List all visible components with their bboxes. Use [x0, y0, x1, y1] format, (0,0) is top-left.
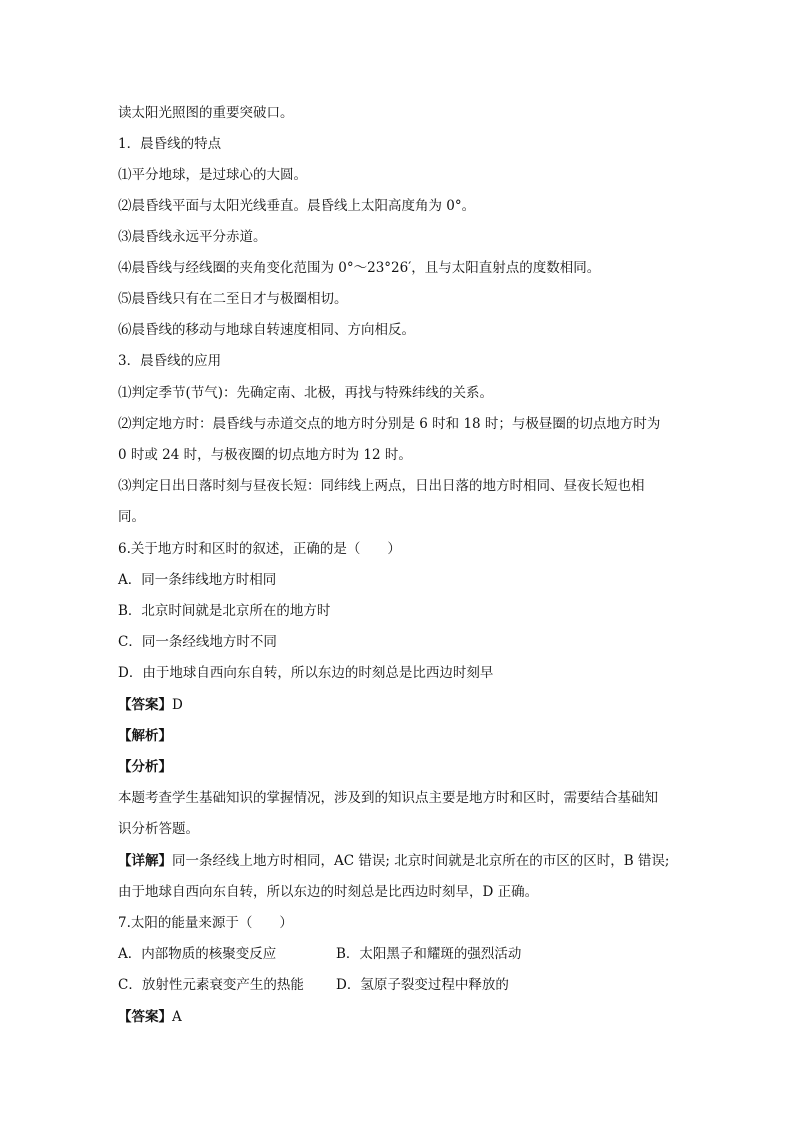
intro-text: 读太阳光照图的重要突破口。: [118, 105, 294, 121]
question-7-option-c: C．放射性元素衰变产生的热能: [118, 977, 304, 993]
question-6-detail: [118, 852, 669, 870]
question-6-answer: [118, 696, 183, 714]
question-6-option-b: B．北京时间就是北京所在的地方时: [118, 603, 331, 619]
section-3-item: ⑶判定日出日落时刻与昼夜长短：同纬线上两点，日出日落的地方时相同、昼夜长短也相: [118, 478, 645, 494]
question-7-option-b: B．太阳黑子和耀斑的强烈活动: [336, 946, 522, 962]
question-6-option-d: D．由于地球自西向东自转，所以东边的时刻总是比西边时刻早: [118, 665, 494, 681]
section-1-item: ⑴平分地球，是过球心的大圆。: [118, 167, 307, 183]
question-6-fenxi-text: 识分析答题。: [118, 821, 199, 837]
section-1-item: ⑷晨昏线与经线圈的夹角变化范围为 0°～23°26′，且与太阳直射点的度数相同。: [118, 260, 601, 276]
answer-value: D: [172, 697, 183, 713]
section-1-item: ⑵晨昏线平面与太阳光线垂直。晨昏线上太阳高度角为 0°。: [118, 198, 476, 214]
question-7-stem: 7.太阳的能量来源于（ ）: [118, 915, 293, 931]
question-6-fenxi-label: 【分析】: [118, 759, 172, 775]
question-6-detail-text: 由于地球自西向东自转，所以东边的时刻总是比西边时刻早，D 正确。: [118, 884, 539, 900]
section-1-item: ⑸晨昏线只有在二至日才与极圈相切。: [118, 291, 348, 307]
section-1-item: ⑶晨昏线永远平分赤道。: [118, 229, 267, 245]
section-3-item: 0 时或 24 时，与极夜圈的切点地方时为 12 时。: [118, 447, 412, 463]
section-3-item: ⑴判定季节(节气)：先确定南、北极，再找与特殊纬线的关系。: [118, 385, 494, 401]
question-6-fenxi-text: 本题考查学生基础知识的掌握情况，涉及到的知识点主要是地方时和区时，需要结合基础知: [118, 790, 658, 806]
answer-label: 【答案】: [118, 697, 172, 713]
section-3-item: ⑵判定地方时：晨昏线与赤道交点的地方时分别是 6 时和 18 时；与极昼圈的切点地方时为: [118, 416, 661, 432]
section-3-item: 同。: [118, 509, 145, 525]
detail-text: 同一条经线上地方时相同，AC 错误; 北京时间就是北京所在的市区的区时，B 错误;: [172, 853, 670, 869]
question-6-stem: 6.关于地方时和区时的叙述，正确的是（ ）: [118, 541, 401, 557]
section-1-item: ⑹晨昏线的移动与地球自转速度相同、方向相反。: [118, 322, 415, 338]
question-6-option-c: C．同一条经线地方时不同: [118, 634, 277, 650]
answer-label: 【答案】: [118, 1009, 172, 1025]
question-6-option-a: A．同一条纬线地方时相同: [118, 572, 277, 588]
question-7-answer: [118, 1008, 182, 1026]
question-7-option-d: D．氢原子裂变过程中释放的: [336, 977, 509, 993]
question-6-analysis-label: 【解析】: [118, 728, 172, 744]
question-7-option-a: A．内部物质的核聚变反应: [118, 946, 277, 962]
answer-value: A: [172, 1009, 182, 1025]
detail-label: 【详解】: [118, 853, 172, 869]
section-3-title: 3．晨昏线的应用: [118, 353, 222, 369]
section-1-title: 1．晨昏线的特点: [118, 136, 222, 152]
